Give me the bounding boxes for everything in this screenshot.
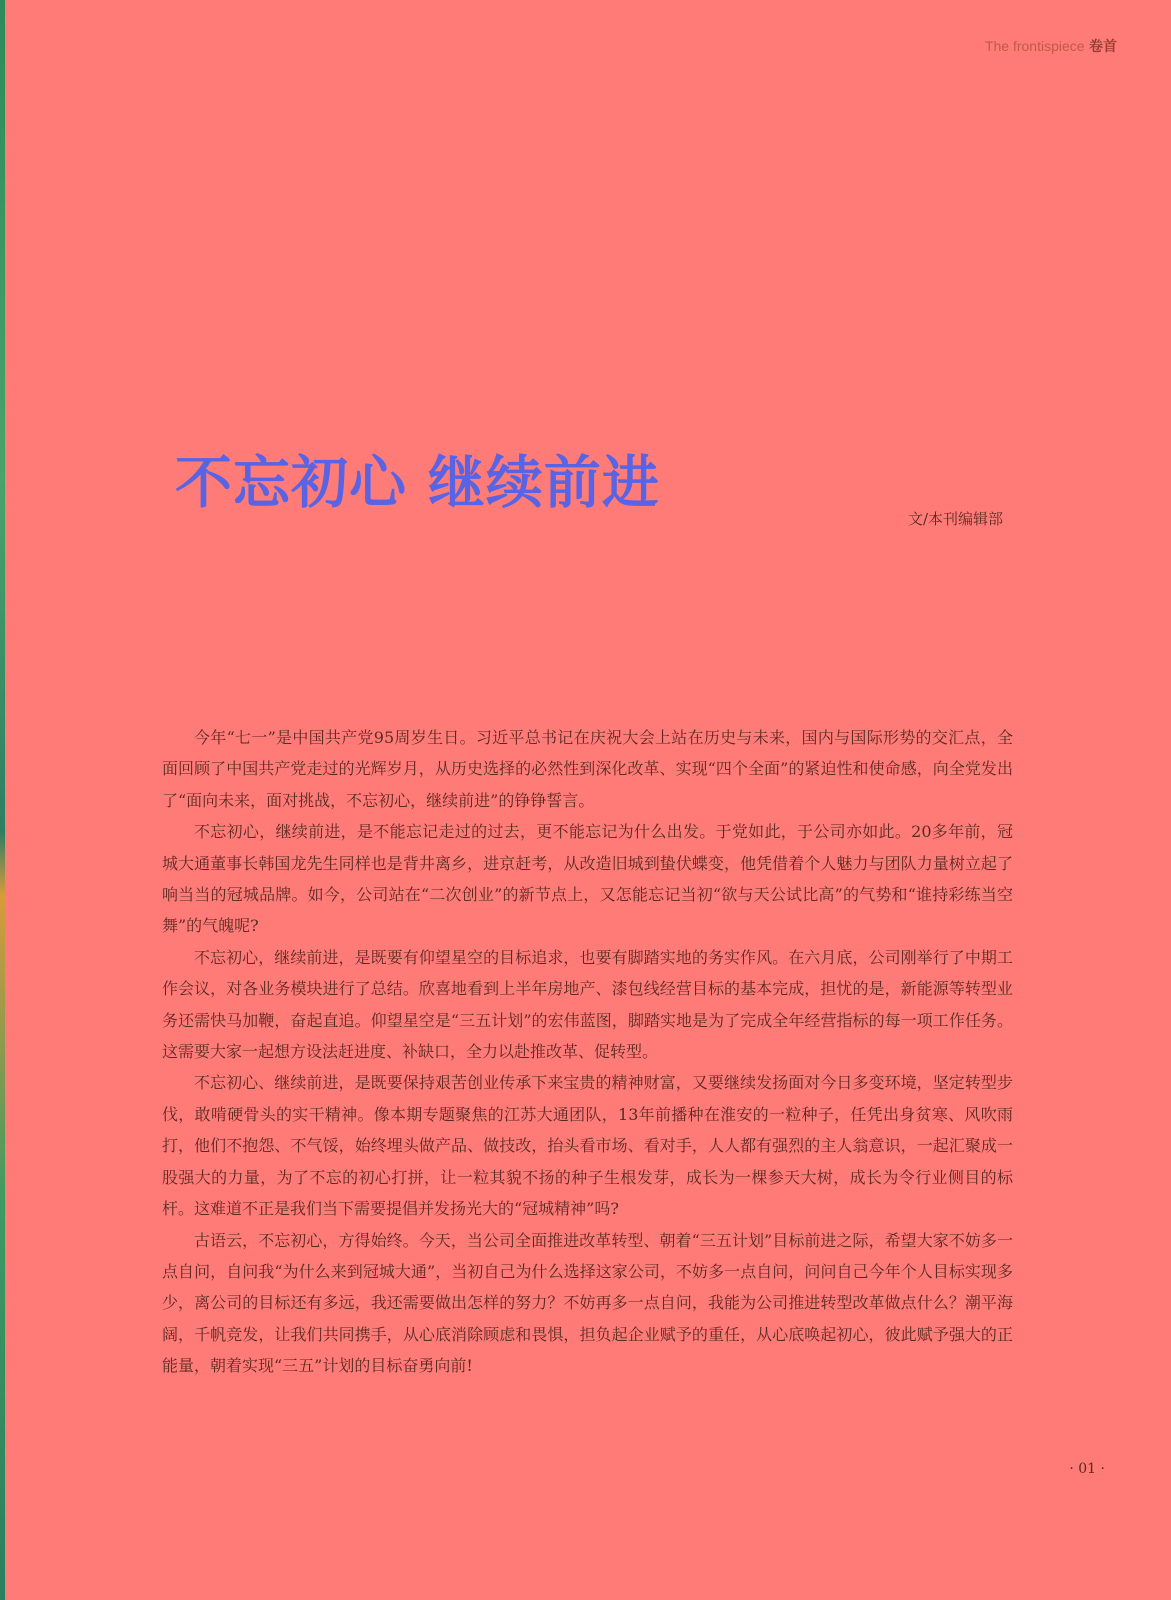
paragraph: 不忘初心、继续前进，是既要保持艰苦创业传承下来宝贵的精神财富，又要继续发扬面对今日多变环境，坚定转型步伐，敢啃硬骨头的实干精神。像本期专题聚焦的江苏大通团队，13年前播种在淮安的一粒种子，任凭出身贫寒、风吹雨打，他们不抱怨、不气馁，始终埋头做产品、做技改，抬头看市场、看对手，人人都有强烈的主人翁意识，一起汇聚成一股强大的力量，为了不忘的初心打拼，让一粒其貌不扬的种子生根发芽，成长为一棵参天大树，成长为令行业侧目的标杆。这难道不正是我们当下需要提倡并发扬光大的“冠城精神”吗?: [162, 1073, 1013, 1219]
header-english: The frontispiece: [984, 38, 1085, 54]
header-chinese: 卷首: [1089, 39, 1117, 55]
paragraph: 不忘初心，继续前进，是不能忘记走过的过去，更不能忘记为什么出发。于党如此，于公司亦如此。20多年前，冠城大通董事长韩国龙先生同样也是背井离乡，进京赶考，从改造旧城到蛰伏蝶变，他凭借着个人魅力与团队力量树立起了响当当的冠城品牌。如今，公司站在“二次创业”的新节点上，又怎能忘记当初“欲与天公试比高”的气势和“谁持彩练当空舞”的气魄呢?: [162, 822, 1013, 936]
article-body: [162, 722, 1013, 1382]
page-number: · 01 ·: [1069, 1461, 1105, 1477]
paragraph: 今年“七一”是中国共产党95周岁生日。习近平总书记在庆祝大会上站在历史与未来，国内与国际形势的交汇点，全面回顾了中国共产党走过的光辉岁月，从历史选择的必然性到深化改革、实现“四个全面”的紧迫性和使命感，向全党发出了“面向未来，面对挑战，不忘初心，继续前进”的铮铮誓言。: [162, 728, 1013, 810]
section-header: [985, 36, 1117, 56]
article-title: 不忘初心 继续前进: [175, 450, 660, 516]
paragraph: 古语云，不忘初心，方得始终。今天，当公司全面推进改革转型、朝着“三五计划”目标前进之际，希望大家不妨多一点自问，自问我“为什么来到冠城大通”，当初自己为什么选择这家公司，不妨多一点自问，问问自己今年个人目标实现多少，离公司的目标还有多远，我还需要做出怎样的努力？不妨再多一点自问，我能为公司推进转型改革做点什么？潮平海阔，千帆竞发，让我们共同携手，从心底消除顾虑和畏惧，担负起企业赋予的重任，从心底唤起初心，彼此赋予强大的正能量，朝着实现“三五”计划的目标奋勇向前!: [162, 1230, 1013, 1376]
paragraph: 不忘初心，继续前进，是既要有仰望星空的目标追求，也要有脚踏实地的务实作风。在六月底，公司刚举行了中期工作会议，对各业务模块进行了总结。欣喜地看到上半年房地产、漆包线经营目标的基本完成，担忧的是，新能源等转型业务还需快马加鞭，奋起直追。仰望星空是“三五计划”的宏伟蓝图，脚踏实地是为了完成全年经营指标的每一项工作任务。这需要大家一起想方设法赶进度、补缺口，全力以赴推改革、促转型。: [162, 947, 1013, 1062]
byline: 文/本刊编辑部: [907, 510, 1003, 528]
left-edge-strip: [0, 0, 5, 1600]
